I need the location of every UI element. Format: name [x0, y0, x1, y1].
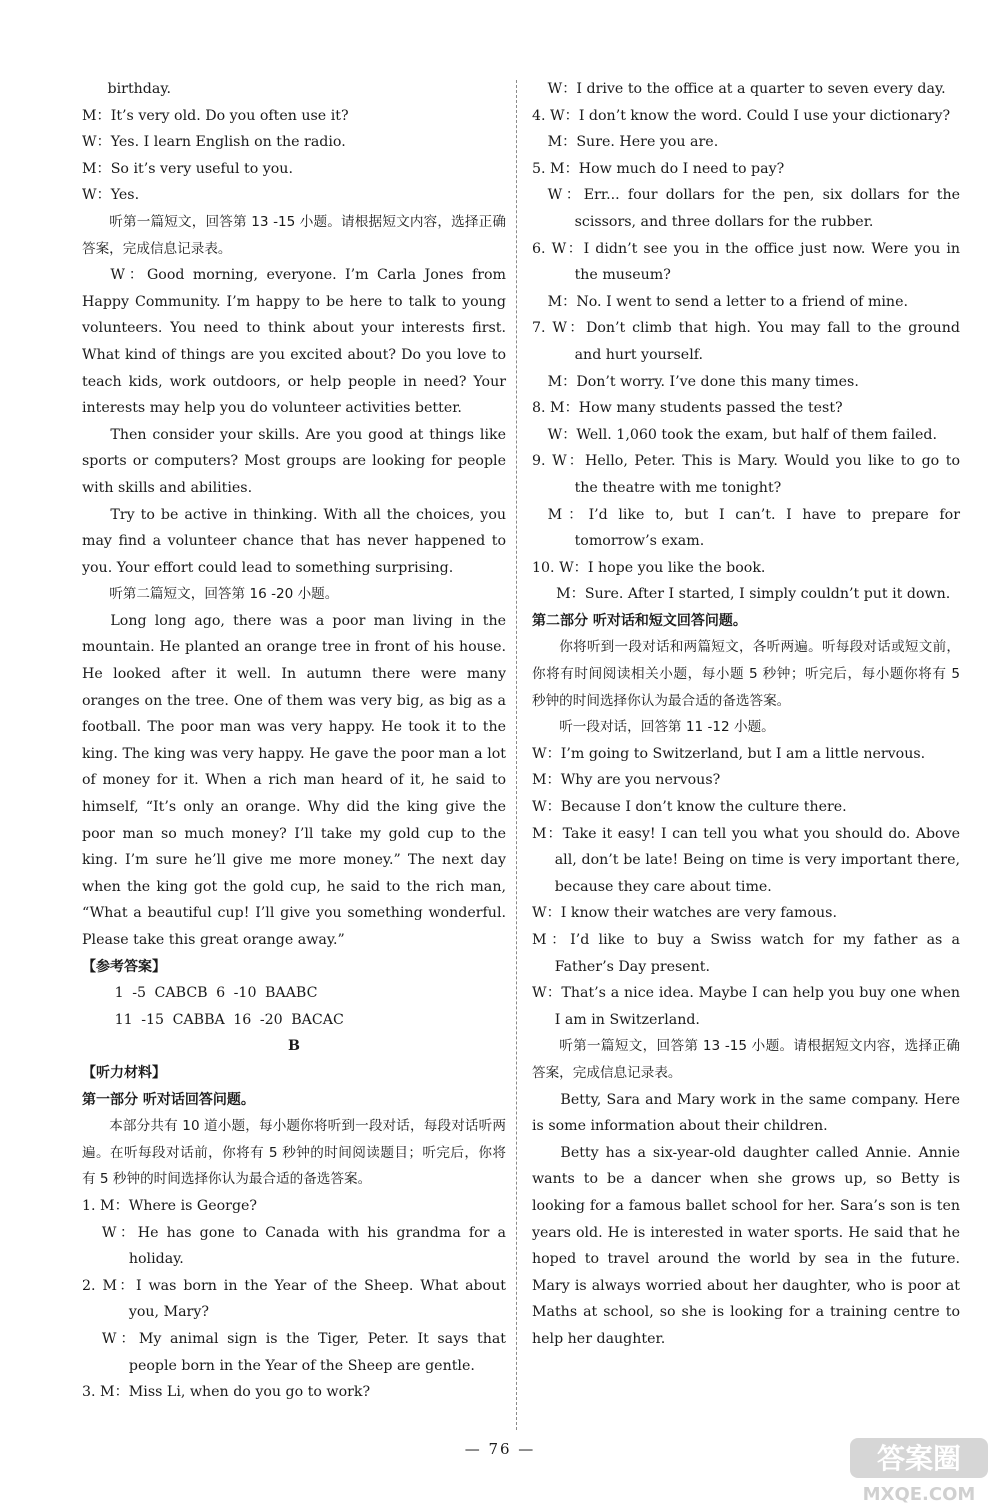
conversation-line: W：I’m going to Switzerland, but I am a little nervous.	[532, 745, 926, 762]
right-column	[532, 76, 960, 1353]
page-number: — 76 —	[464, 1440, 536, 1458]
left-column	[82, 76, 506, 1406]
paragraph: Betty has a six-year-old daughter called Annie. Annie wants to be a dancer when she grows up, so Betty is looking for a famous ballet school for her. Sara’s son is ten years old. He is interested in water sports. He said that he hoped to travel around the world by sea in the future. Mary is always worried about her daughter, who is poor at Maths at school, so she is looking for a training centre to help her daughter.	[532, 1144, 960, 1347]
watermark-logo	[844, 1432, 994, 1506]
answer-line: 1 -5 CABCB 6 -10 BAABC	[114, 985, 318, 1002]
part-heading: 第二部分 听对话和短文回答问题。	[532, 612, 747, 629]
paragraph: Try to be active in thinking. With all the choices, you may find a volunteer chance that has never happened to you. Your effort could lead to something surprising.	[82, 506, 506, 576]
dialogue-question: 1. M：Where is George?	[82, 1197, 258, 1214]
dialogue-question: 7. W：Don’t climb that high. You may fall to the ground and hurt yourself.	[532, 320, 960, 363]
conversation-line: M：I’d like to buy a Swiss watch for my father as a Father’s Day present.	[532, 932, 960, 975]
instruction: 你将听到一段对话和两篇短文，各听两遍。听每段对话或短文前，你将有时间阅读相关小题，每小题 5 秒钟；听完后，每小题你将有 5 秒钟的时间选择你认为最合适的备选答案。	[532, 639, 960, 709]
instruction: 听第二篇短文，回答第 16 -20 小题。	[109, 586, 339, 603]
dialogue-answer: W：Well. 1,060 took the exam, but half of them failed.	[547, 426, 937, 443]
part-heading: 第一部分 听对话回答问题。	[82, 1091, 255, 1108]
text-line: W：Yes. I learn English on the radio.	[82, 134, 346, 151]
text-line: W：Yes.	[82, 187, 140, 204]
text-line: M：It’s very old. Do you often use it?	[82, 107, 349, 124]
dialogue-question: 10. W：I hope you like the book.	[532, 559, 766, 576]
paragraph: W：Good morning, everyone. I’m Carla Jones from Happy Community. I’m happy to be here to talk to young volunteers. You need to think about your interests first. What kind of things are you excited about? Do you love to teach kids, work outdoors, or help people in need? Your interests may help you do volunteer activities better.	[82, 267, 506, 417]
conversation-line: W：Because I don’t know the culture there.	[532, 799, 847, 816]
dialogue-question: 2. M：I was born in the Year of the Sheep. What about you, Mary?	[82, 1277, 506, 1321]
conversation-line: M：Why are you nervous?	[532, 772, 721, 789]
dialogue-answer: W：Err... four dollars for the pen, six dollars for the scissors, and three dollars for the rubber.	[547, 187, 960, 230]
instruction: 听一段对话，回答第 11 -12 小题。	[559, 719, 775, 736]
dialogue-answer: M：Sure. Here you are.	[547, 134, 719, 151]
instruction: 听第一篇短文，回答第 13 -15 小题。请根据短文内容，选择正确答案，完成信息记录表。	[532, 1038, 960, 1081]
dialogue-question: 8. M：How many students passed the test?	[532, 400, 843, 417]
instruction: 本部分共有 10 道小题，每小题你将听到一段对话，每段对话听两遍。在听每段对话前，你将有 5 秒钟的时间阅读题目；听完后，你将有 5 秒钟的时间选择你认为最合适的备选答案。	[82, 1118, 506, 1188]
watermark-top-text: 答案圈	[876, 1442, 962, 1475]
dialogue-answer: M：I’d like to, but I can’t. I have to prepare for tomorrow’s exam.	[547, 506, 960, 550]
conversation-line: W：I know their watches are very famous.	[532, 905, 837, 922]
text-line: birthday.	[107, 81, 171, 97]
dialogue-answer: M：No. I went to send a letter to a friend of mine.	[547, 293, 908, 310]
instruction: 听第一篇短文，回答第 13 -15 小题。请根据短文内容，选择正确答案，完成信息记录表。	[82, 213, 506, 257]
dialogue-question: 6. W：I didn’t see you in the office just now. Were you in the museum?	[532, 240, 960, 284]
dialogue-answer: W：My animal sign is the Tiger, Peter. It says that people born in the Year of the Sheep are gentle.	[101, 1330, 506, 1374]
paragraph: Betty, Sara and Mary work in the same company. Here is some information about their children.	[532, 1091, 960, 1135]
watermark-bottom-text: MXQE.COM	[862, 1484, 976, 1505]
dialogue-answer: M：Sure. After I started, I simply couldn’t put it down.	[556, 586, 951, 603]
dialogue-question: 9. W：Hello, Peter. This is Mary. Would you like to go to the theatre with me tonight?	[532, 453, 960, 496]
dialogue-question: 5. M：How much do I need to pay?	[532, 160, 785, 177]
column-divider	[516, 80, 517, 1430]
section-heading: 【参考答案】	[82, 958, 166, 975]
answer-line: 11 -15 CABBA 16 -20 BACAC	[114, 1011, 344, 1028]
paragraph: Long long ago, there was a poor man living in the mountain. He planted an orange tree in front of his house. He looked after it well. In autumn there were many oranges on the tree. One of them was very big, as big as a football. The poor man was very happy. He took it to the king. The king was very happy. He gave the poor man a lot of money for it. When a rich man heard of it, he said to himself, “It’s only an orange. Why did the king give the poor man so much money? I’ll take my gold cup to the king. I’m sure he’ll give me more money.” The next day when the king got the gold cup, he said to the rich man, “What a beautiful cup! I’ll give you something wonderful. Please take this great orange away.”	[82, 612, 506, 948]
paragraph: Then consider your skills. Are you good at things like sports or computers? Most groups are looking for people with skills and abilities.	[82, 426, 506, 496]
conversation-line: W：That’s a nice idea. Maybe I can help you buy one when I am in Switzerland.	[532, 985, 960, 1028]
section-heading: 【听力材料】	[82, 1064, 166, 1081]
dialogue-answer: W：I drive to the office at a quarter to seven every day.	[547, 81, 946, 97]
dialogue-question: 4. W：I don’t know the word. Could I use your dictionary?	[532, 107, 951, 124]
section-letter: B	[288, 1038, 300, 1055]
text-line: M：So it’s very useful to you.	[82, 160, 293, 177]
conversation-line: M：Take it easy! I can tell you what you should do. Above all, don’t be late! Being on time is very important there, because they care about time.	[532, 825, 960, 895]
dialogue-answer: W：He has gone to Canada with his grandma for a holiday.	[101, 1224, 506, 1268]
dialogue-answer: M：Don’t worry. I’ve done this many times.	[547, 373, 859, 390]
dialogue-question: 3. M：Miss Li, when do you go to work?	[82, 1384, 371, 1401]
